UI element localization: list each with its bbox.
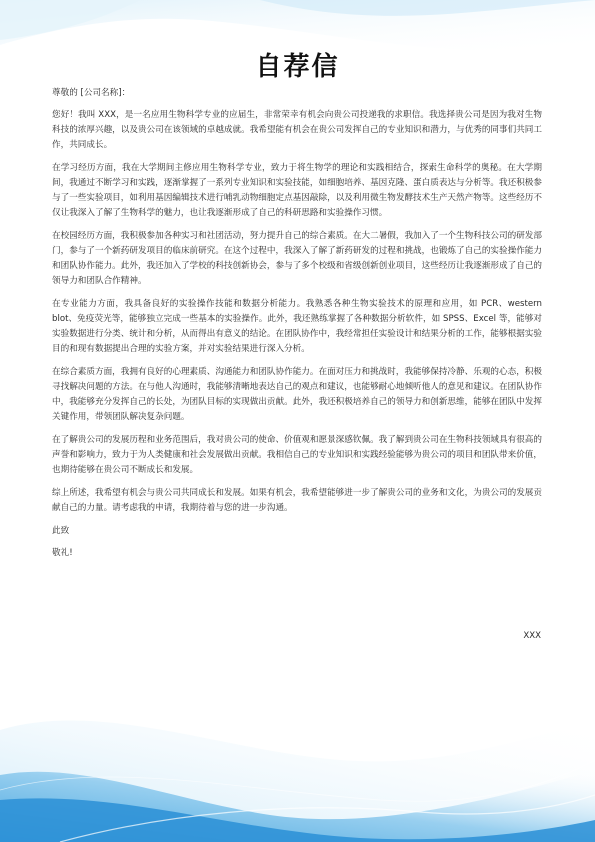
paragraph-campus-experience: 在校园经历方面，我积极参加各种实习和社团活动，努力提升自己的综合素质。在大二暑假，我加入了一个生物科技公司的研发部门，参与了一个新药研发项目的临床前研究。在这个过程中，我深入了解了新药研发的过程和挑战，也锻炼了自己的实验操作能力和团队协作能力。此外，我还加入了学校的科技创新协会，参与了多个校级和省级创新创业项目，这些经历让我逐渐形成了自己的领导力和团队合作精神。 <box>52 231 542 286</box>
paragraph-professional-skills: 在专业能力方面，我具备良好的实验操作技能和数据分析能力。我熟悉各种生物实验技术的原理和应用，如 PCR、western blot、免疫荧光等，能够独立完成一些基本的实验操作。此外，我还熟练掌握了各种数据分析软件，如 SPSS、Excel 等，能够对实验数据进行分类、统计和分析，从而得出有意义的结论。在团队协作中，我经常担任实验设计和结果分析的工作，能够根据实验目的和现有数据提出合理的实验方案，并对实验结果进行深入分析。 <box>52 299 542 354</box>
paragraph-company-understanding: 在了解贵公司的发展历程和业务范围后，我对贵公司的使命、价值观和愿景深感钦佩。我了解到贵公司在生物科技领域具有很高的声誉和影响力，致力于为人类健康和社会发展做出贡献。我相信自己的专业知识和实践经验能够为贵公司的项目和团队带来价值，也期待能够在贵公司不断成长和发展。 <box>52 435 542 475</box>
paragraph-intro: 您好！我叫 XXX，是一名应用生物科学专业的应届生，非常荣幸有机会向贵公司投递我的求职信。我选择贵公司是因为我对生物科技的浓厚兴趣，以及贵公司在该领域的卓越成就。我希望能有机会在贵公司发挥自己的专业知识和潜力，与优秀的同事们共同工作，共同成长。 <box>52 110 542 150</box>
salutation: 尊敬的 [公司名称]： <box>52 88 131 98</box>
closing-line-2: 敬礼! <box>52 548 73 558</box>
paragraph-conclusion: 综上所述，我希望有机会与贵公司共同成长和发展。如果有机会，我希望能够进一步了解贵公司的业务和文化，为贵公司的发展贡献自己的力量。请考虑我的申请，我期待着与您的进一步沟通。 <box>52 488 542 513</box>
letter-body <box>52 86 542 561</box>
closing-line-1: 此致 <box>52 526 70 536</box>
paragraph-overall-quality: 在综合素质方面，我拥有良好的心理素质、沟通能力和团队协作能力。在面对压力和挑战时，我能够保持冷静、乐观的心态，积极寻找解决问题的方法。在与他人沟通时，我能够清晰地表达自己的观点和建议，也能够耐心地倾听他人的意见和建议。在团队协作中，我能够充分发挥自己的长处，为团队目标的实现做出贡献。此外，我还积极培养自己的领导力和创新思维，能够在团队中发挥关键作用，带领团队解决复杂问题。 <box>52 367 542 422</box>
signature: XXX <box>523 631 541 641</box>
paragraph-study-experience: 在学习经历方面，我在大学期间主修应用生物科学专业，致力于将生物学的理论和实践相结合，探索生命科学的奥秘。在大学期间，我通过不断学习和实践，逐渐掌握了一系列专业知识和实验技能，如细胞培养、基因克隆、蛋白质表达与分析等。我还积极参与了一些实验项目，如利用基因编辑技术进行哺乳动物细胞定点基因敲除，以及利用微生物发酵技术生产天然产物等。这些经历不仅让我深入了解了生物科学的魅力，也让我逐渐形成了自己的科研思路和实验操作习惯。 <box>52 163 542 218</box>
document-title: 自荐信 <box>255 52 340 82</box>
